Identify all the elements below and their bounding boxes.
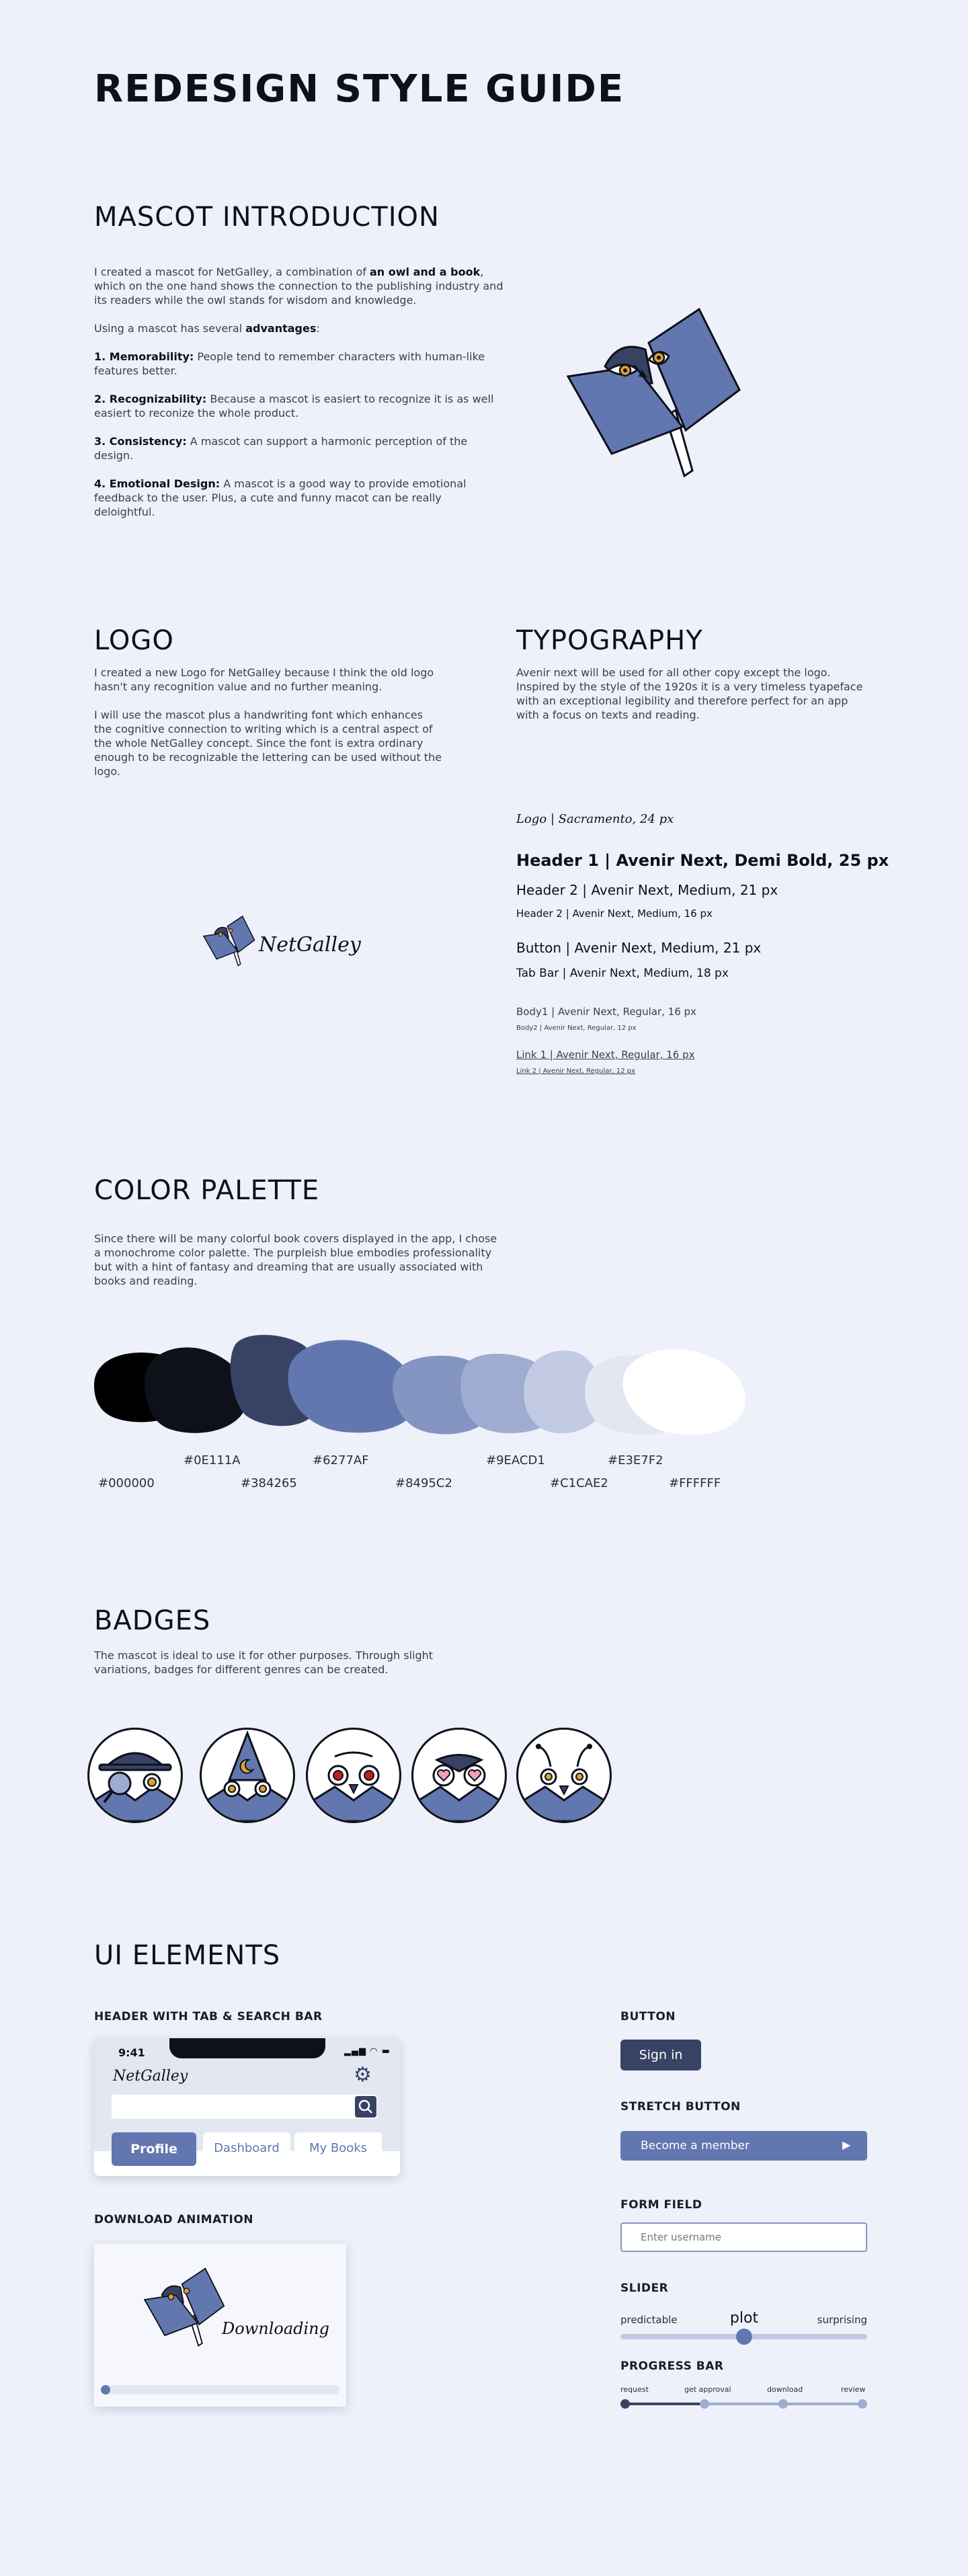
wizard-owl-icon xyxy=(202,1730,293,1821)
typo-logo-sample: Logo | Sacramento, 24 px xyxy=(516,812,674,826)
swatch-label-000000: #000000 xyxy=(98,1476,155,1490)
step-label-review: review xyxy=(841,2385,866,2394)
progress-bar-label: PROGRESS BAR xyxy=(620,2360,724,2373)
swatch-label-6277AF: #6277AF xyxy=(313,1453,369,1467)
mascot-text xyxy=(94,265,504,533)
swatch-label-E3E7F2: #E3E7F2 xyxy=(608,1453,663,1467)
mascot-point-4: 4. Emotional Design: A mascot is a good way to provide emotional feedback to the user. Plus, a cute and funny macot can be really deloightful. xyxy=(94,477,467,518)
step-label-get-approval: get approval xyxy=(684,2385,731,2394)
logo-paragraph-1: I created a new Logo for NetGalley because I think the old logo hasn't any recognition value and no further meaning. xyxy=(94,666,434,693)
progress-fill xyxy=(624,2403,704,2405)
mascot-point-2: 2. Recognizability: Because a mascot is easiert to recognize it is as well easiert to reconize the whole product. xyxy=(94,393,494,419)
swatch-label-8495C2: #8495C2 xyxy=(395,1476,452,1490)
step-label-download: download xyxy=(767,2385,803,2394)
badges-text: The mascot is ideal to use it for other purposes. Through slight variations, badges for different genres can be created. xyxy=(94,1649,434,1676)
form-field-label: FORM FIELD xyxy=(620,2198,702,2212)
header-component-label: HEADER WITH TAB & SEARCH BAR xyxy=(94,2010,323,2023)
page-title: REDESIGN STYLE GUIDE xyxy=(94,67,625,111)
step-dot-download[interactable] xyxy=(778,2399,788,2409)
typography-heading: TYPOGRAPHY xyxy=(516,625,703,656)
badge-romance[interactable] xyxy=(411,1728,507,1823)
step-dot-get-approval[interactable] xyxy=(700,2399,709,2409)
download-animation-card xyxy=(94,2244,346,2407)
status-signal-icon: ▂▄▆ ◠ ▬ xyxy=(344,2046,391,2056)
settings-gear-icon[interactable]: ⚙ xyxy=(354,2063,372,2087)
palette-text: Since there will be many colorful book covers displayed in the app, I chose a monochrome color palette. The purpleish blue embodies professionality but with a hint of fantasy and dreaming that are usually associated with books and reading. xyxy=(94,1232,497,1287)
step-label-request: request xyxy=(620,2385,649,2394)
swatch-label-FFFFFF: #FFFFFF xyxy=(669,1476,721,1490)
sign-in-button[interactable]: Sign in xyxy=(620,2040,701,2070)
badge-scifi[interactable] xyxy=(516,1728,612,1823)
badge-horror[interactable] xyxy=(306,1728,401,1823)
download-progress-fill xyxy=(101,2385,110,2394)
ui-heading: UI ELEMENTS xyxy=(94,1940,281,1971)
search-icon xyxy=(355,2096,376,2118)
slider-handle[interactable] xyxy=(736,2329,752,2345)
logo-wordmark: NetGalley xyxy=(259,933,361,957)
mascot-point-3: 3. Consistency: A mascot can support a harmonic perception of the design. xyxy=(94,435,468,462)
badges-heading: BADGES xyxy=(94,1605,211,1636)
typography-text: Avenir next will be used for all other copy except the logo. Inspired by the style of the 1920s it is a very timeless tyapeface with an exceptional legibility and therefore perfect for an app with a focus on texts and reading. xyxy=(516,666,863,721)
arrow-right-icon: ▶ xyxy=(842,2138,851,2151)
typo-body1-sample: Body1 | Avenir Next, Regular, 16 px xyxy=(516,1006,696,1018)
slider-left-label: predictable xyxy=(620,2314,678,2326)
phone-header-mock xyxy=(94,2038,400,2176)
heart-eyes-owl-icon xyxy=(413,1730,505,1821)
mascot-heading: MASCOT INTRODUCTION xyxy=(94,202,440,233)
mascot-advantages: Using a mascot has several advantages: xyxy=(94,322,320,335)
swatch-label-0E111A: #0E111A xyxy=(184,1453,241,1467)
search-button[interactable] xyxy=(355,2096,376,2118)
detective-owl-icon xyxy=(89,1730,181,1821)
logo-mascot-icon xyxy=(198,914,259,968)
logo-heading: LOGO xyxy=(94,625,174,656)
typo-tabbar-sample: Tab Bar | Avenir Next, Medium, 18 px xyxy=(516,967,729,980)
become-member-label: Become a member xyxy=(641,2139,750,2152)
mascot-intro: I created a mascot for NetGalley, a combination of an owl and a book, which on the one hand shows the connection to the publishing industry and its readers while the owl stands for wisdom and knowledge. xyxy=(94,266,503,307)
swatch-label-384265: #384265 xyxy=(241,1476,297,1490)
tab-dashboard[interactable]: Dashboard xyxy=(203,2132,290,2166)
header-brand[interactable]: NetGalley xyxy=(113,2068,188,2085)
typo-header2-small-sample: Header 2 | Avenir Next, Medium, 16 px xyxy=(516,908,713,920)
stretch-button-label: STRETCH BUTTON xyxy=(620,2100,741,2114)
slider-value-label: plot xyxy=(729,2310,759,2327)
logo-paragraph-2: I will use the mascot plus a handwriting font which enhances the cognitive connection to writing which is a central aspect of the whole NetGalley concept. Since the font is extra ordinary enough to be recognizable the lettering can be used without the logo. xyxy=(94,709,442,778)
plot-slider[interactable] xyxy=(620,2307,867,2341)
typo-link2-sample[interactable]: Link 2 | Avenir Next, Regular, 12 px xyxy=(516,1068,636,1075)
search-input[interactable] xyxy=(112,2095,377,2119)
typo-button-sample: Button | Avenir Next, Medium, 21 px xyxy=(516,940,762,956)
angry-owl-icon xyxy=(308,1730,399,1821)
slider-right-label: surprising xyxy=(817,2314,867,2326)
owl-book-mascot-illustration xyxy=(558,303,746,484)
netgalley-logo xyxy=(198,914,360,968)
download-progress-track xyxy=(101,2385,339,2394)
mascot-point-1: 1. Memorability: People tend to remember characters with human-like features better. xyxy=(94,350,485,377)
typo-body2-sample: Body2 | Avenir Next, Regular, 12 px xyxy=(516,1024,637,1032)
tab-my-books[interactable]: My Books xyxy=(294,2132,382,2166)
badge-fantasy[interactable] xyxy=(200,1728,295,1823)
downloading-text: Downloading xyxy=(222,2319,329,2338)
become-member-button[interactable] xyxy=(620,2131,867,2161)
badge-detective[interactable] xyxy=(87,1728,183,1823)
phone-notch xyxy=(169,2038,325,2058)
tab-profile[interactable]: Profile xyxy=(112,2132,196,2166)
username-field[interactable] xyxy=(620,2222,867,2252)
typo-link1-sample[interactable]: Link 1 | Avenir Next, Regular, 16 px xyxy=(516,1049,695,1061)
button-component-label: BUTTON xyxy=(620,2010,676,2023)
typo-header2-sample: Header 2 | Avenir Next, Medium, 21 px xyxy=(516,882,778,898)
download-component-label: DOWNLOAD ANIMATION xyxy=(94,2213,254,2226)
color-blobs xyxy=(87,1318,760,1452)
swatch-label-C1CAE2: #C1CAE2 xyxy=(550,1476,608,1490)
slider-label: SLIDER xyxy=(620,2282,669,2295)
logo-text xyxy=(94,666,444,793)
step-dot-review[interactable] xyxy=(858,2399,867,2409)
step-progress-bar xyxy=(620,2385,867,2417)
step-dot-request[interactable] xyxy=(620,2399,630,2409)
download-mascot-icon xyxy=(140,2265,227,2349)
typo-header1-sample: Header 1 | Avenir Next, Demi Bold, 25 px xyxy=(516,851,889,870)
status-time: 9:41 xyxy=(118,2046,145,2059)
antenna-owl-icon xyxy=(518,1730,610,1821)
palette-heading: COLOR PALETTE xyxy=(94,1175,320,1206)
swatch-label-9EACD1: #9EACD1 xyxy=(486,1453,545,1467)
